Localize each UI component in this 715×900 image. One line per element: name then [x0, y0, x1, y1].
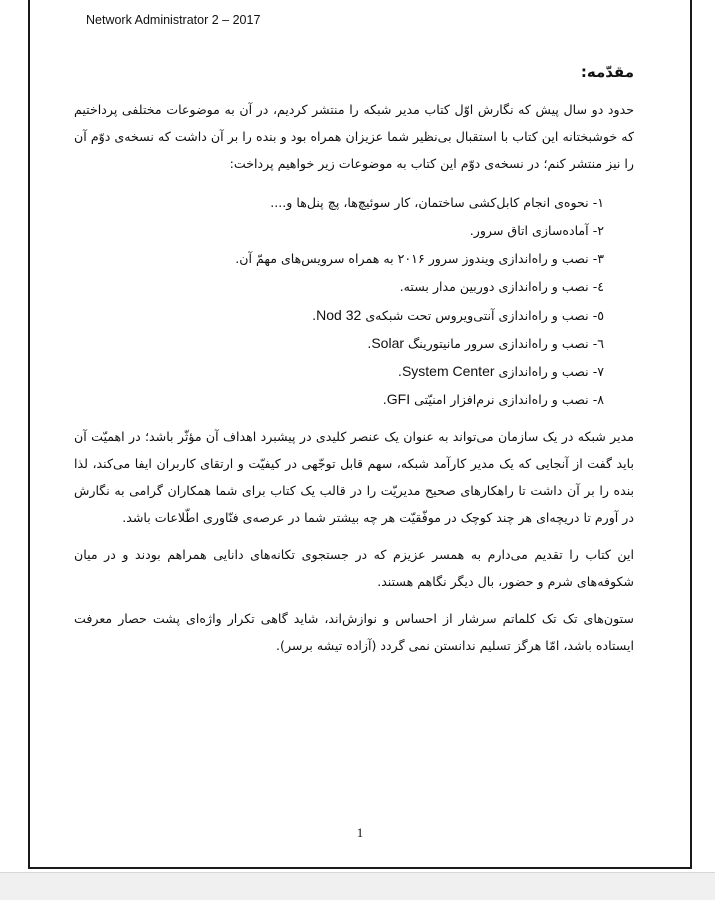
list-item [74, 357, 604, 385]
document-page [28, 0, 692, 869]
list-item [74, 329, 604, 357]
list-item-text: نحوه‌ی انجام کابل‌کشی ساختمان، کار سوئیچ‌ها، پچ پنل‌ها و.... [270, 195, 589, 210]
list-item-text: نصب و راه‌اندازی ویندوز سرور ۲۰۱۶ به همراه سرویس‌های مهمّ آن. [235, 251, 589, 266]
topics-list [74, 189, 604, 413]
section-title: مقدّمه: [580, 63, 634, 81]
list-item-number: ٨- [592, 392, 604, 407]
list-item-number: ٦- [592, 336, 604, 351]
body-paragraph: مدیر شبکه در یک سازمان می‌تواند به عنوان یک عنصر کلیدی در پیشبرد اهداف آن مؤثّر باشد؛ در اهمیّت آن باید گفت از آنجایی که یک مدیر کارآمد شبکه، سهم قابل توجّهی در کیفیّت و ارتقای کاربران ایفا می‌کند، لذا بنده را بر آن داشت تا راهکارهای صحیح مدیریّت را در قالب یک کتاب برای شما همکاران گرامی به نگارش در آورم تا دریچه‌ای هر چند کوچک در موفّقیّت هر چه بیشتر شما در عرصه‌ی فنّاوری اطّلاعات باشد. [74, 429, 634, 525]
list-item-latin-term: System Center [401, 363, 495, 379]
intro-paragraph: حدود دو سال پیش که نگارش اوّل کتاب مدیر شبکه را منتشر کردیم، در آن به موضوعات مختلفی پرداختیم که خوشبختانه این کتاب با استقبال بی‌نظیر شما عزیزان همراه بود و بنده را بر آن داشت که نسخه‌ی دوّم آن را نیز منتشر کنم؛ در نسخه‌ی دوّم این کتاب به موضوعات زیر خواهیم پرداخت: [74, 102, 634, 171]
list-item-number: ۳- [592, 251, 604, 266]
list-item-tail: . [312, 308, 317, 323]
list-item-text: نصب و راه‌اندازی [498, 364, 589, 379]
list-item [74, 273, 604, 301]
list-item-number: ٤- [592, 279, 604, 294]
list-item-text: نصب و راه‌اندازی دوربین مدار بسته. [399, 279, 589, 294]
list-item-latin-term: Solar [371, 335, 405, 351]
closing-paragraph: ستون‌های تک تک کلماتم سرشار از احساس و نوازش‌اند، شاید گاهی تکرار واژه‌ای پشت حصار معرفت ایستاده باشد، امّا هرگز تسلیم ندانستن نمی گردد (آزاده تیشه برسر). [74, 611, 634, 653]
page-content [74, 60, 634, 659]
list-item [74, 189, 604, 217]
list-item-text: نصب و راه‌اندازی نرم‌افزار امنیّتی [414, 392, 589, 407]
list-item-tail: . [397, 364, 402, 379]
viewer-background [0, 872, 715, 900]
dedication-paragraph: این کتاب را تقدیم می‌دارم به همسر عزیزم که در جستجوی تکانه‌های دانایی همراهم بودند و در میان شکوفه‌های شرم و حضور، بال دیگر نگاهم هستند. [74, 547, 634, 589]
list-item [74, 301, 604, 329]
list-item-text: آماده‌سازی اتاق سرور. [469, 223, 589, 238]
page-header: Network Administrator 2 – 2017 [86, 13, 261, 27]
list-item-latin-term: GFI [386, 391, 411, 407]
page-number: 1 [356, 825, 364, 840]
list-item-number: ٥- [592, 308, 604, 323]
list-item-number: ۲- [592, 223, 604, 238]
list-item-tail: . [367, 336, 372, 351]
list-item-tail: . [382, 392, 387, 407]
list-item-text: نصب و راه‌اندازی سرور مانیتورینگ [408, 336, 589, 351]
list-item [74, 385, 604, 413]
list-item [74, 245, 604, 273]
list-item-latin-term: Nod 32 [316, 307, 362, 323]
list-item-number: ٧- [592, 364, 604, 379]
list-item-text: نصب و راه‌اندازی آنتی‌ویروس تحت شبکه‌ی [365, 308, 589, 323]
list-item [74, 217, 604, 245]
list-item-number: ۱- [592, 195, 604, 210]
